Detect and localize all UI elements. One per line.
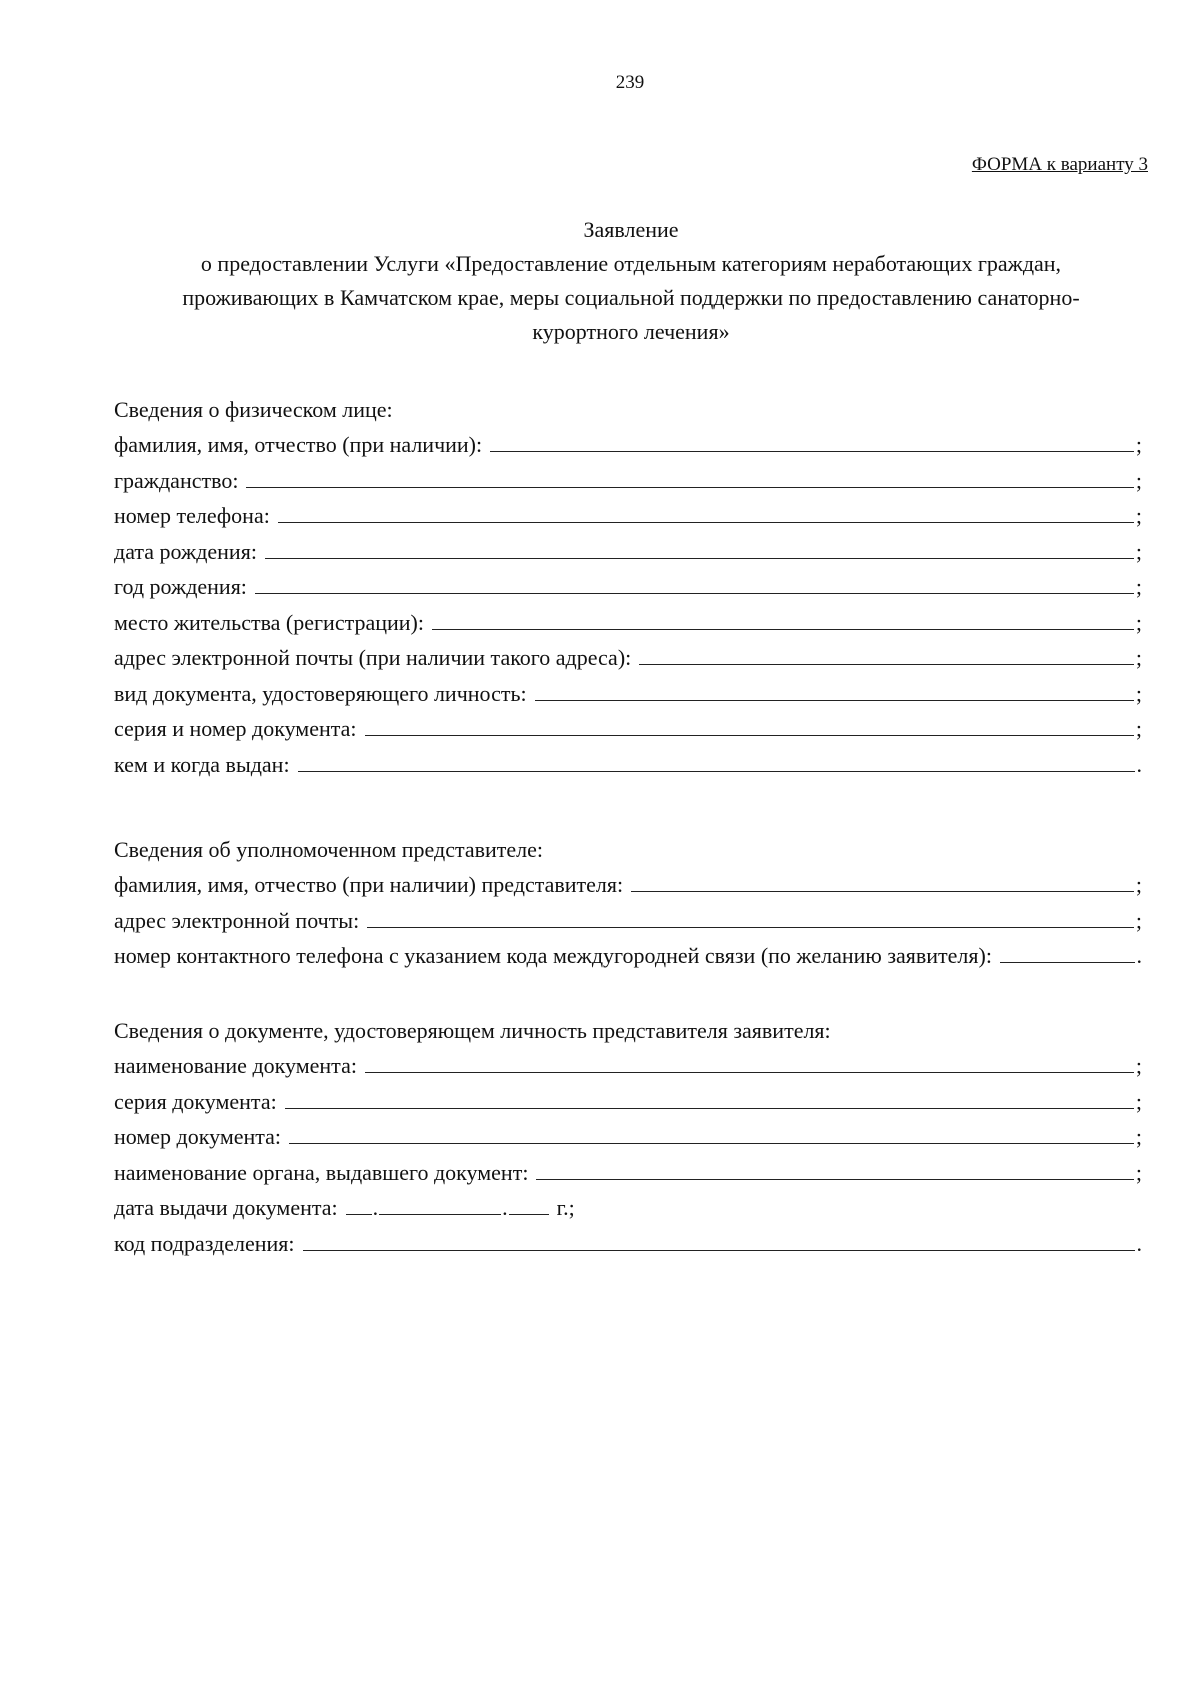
fill-in-line[interactable]	[303, 1228, 1135, 1251]
section-heading-individual: Сведения о физическом лице:	[114, 397, 393, 422]
fill-in-line[interactable]	[490, 429, 1134, 452]
field-punctuation: ;	[1135, 503, 1142, 528]
field-label: наименование органа, выдавшего документ:	[114, 1159, 529, 1185]
year-suffix: г.;	[556, 1195, 575, 1220]
field-label: кем и когда выдан:	[114, 751, 290, 777]
field-id-document-type	[114, 676, 1142, 712]
field-phone	[114, 498, 1142, 534]
field-punctuation: ;	[1135, 538, 1142, 564]
fill-in-line[interactable]	[298, 749, 1135, 772]
field-label: вид документа, удостоверяющего личность:	[114, 680, 527, 706]
field-document-number	[114, 1119, 1142, 1155]
field-label: номер телефона:	[114, 503, 270, 528]
field-label: год рождения:	[114, 574, 247, 599]
field-label: номер контактного телефона с указанием кода междугородней связи (по желанию заявителя):	[114, 943, 992, 968]
field-punctuation: ;	[1135, 1159, 1142, 1185]
day-fill-in-line[interactable]	[346, 1192, 372, 1215]
section-representative-document	[114, 1013, 1142, 1261]
title-line-1: о предоставлении Услуги «Предоставление отдельным категориям неработающих граждан,	[200, 251, 1062, 276]
field-birth-year	[114, 569, 1142, 605]
date-separator: .	[502, 1195, 508, 1220]
field-punctuation: ;	[1135, 645, 1142, 670]
field-residence	[114, 605, 1142, 641]
fill-in-line[interactable]	[246, 465, 1133, 488]
fill-in-line[interactable]	[289, 1121, 1134, 1144]
field-punctuation: ;	[1135, 907, 1142, 933]
field-punctuation: ;	[1135, 1124, 1142, 1149]
field-label: адрес электронной почты:	[114, 907, 360, 933]
fill-in-line[interactable]	[639, 642, 1134, 665]
fill-in-line[interactable]	[278, 500, 1134, 523]
field-issued-by	[114, 747, 1142, 783]
field-label: фамилия, имя, отчество (при наличии) представителя:	[114, 872, 624, 897]
fill-in-line[interactable]	[365, 1050, 1134, 1073]
field-punctuation: ;	[1135, 467, 1142, 493]
form-variant-label: ФОРМА к варианту 3	[971, 154, 1148, 175]
field-punctuation: ;	[1135, 680, 1142, 706]
field-representative-name	[114, 867, 1142, 903]
field-punctuation: .	[1136, 1230, 1142, 1256]
month-fill-in-line[interactable]	[379, 1192, 501, 1215]
field-punctuation: .	[1136, 943, 1142, 968]
fill-in-line[interactable]	[255, 571, 1134, 594]
field-punctuation: ;	[1135, 1053, 1142, 1078]
fill-in-line[interactable]	[285, 1086, 1134, 1109]
field-division-code	[114, 1226, 1142, 1262]
field-document-series-number	[114, 711, 1142, 747]
field-label: серия и номер документа:	[114, 716, 357, 741]
field-label: гражданство:	[114, 467, 239, 493]
section-representative	[114, 832, 1142, 974]
date-separator: .	[372, 1195, 379, 1220]
field-issue-date	[114, 1190, 1142, 1226]
field-punctuation: ;	[1135, 872, 1142, 897]
fill-in-line[interactable]	[631, 869, 1134, 892]
field-punctuation: ;	[1135, 432, 1142, 457]
fill-in-line[interactable]	[1000, 940, 1135, 963]
year-fill-in-line[interactable]	[509, 1192, 549, 1215]
section-heading-representative-document: Сведения о документе, удостоверяющем личность представителя заявителя:	[114, 1018, 831, 1043]
fill-in-line[interactable]	[536, 1157, 1133, 1180]
field-punctuation: ;	[1135, 1088, 1142, 1114]
field-document-name	[114, 1048, 1142, 1084]
field-label: место жительства (регистрации):	[114, 609, 424, 635]
title-heading: Заявление	[583, 217, 679, 242]
field-label: наименование документа:	[114, 1053, 357, 1078]
field-representative-email	[114, 903, 1142, 939]
field-label: серия документа:	[114, 1088, 277, 1114]
fill-in-line[interactable]	[535, 678, 1134, 701]
field-representative-phone	[114, 938, 1142, 974]
fill-in-line[interactable]	[367, 905, 1134, 928]
field-punctuation: ;	[1135, 716, 1142, 741]
field-label: номер документа:	[114, 1124, 282, 1149]
section-heading-representative: Сведения об уполномоченном представителе:	[114, 837, 544, 862]
field-issuing-authority	[114, 1155, 1142, 1191]
field-citizenship	[114, 463, 1142, 499]
field-label: дата выдачи документа:	[114, 1195, 338, 1220]
field-punctuation: ;	[1135, 574, 1142, 599]
fill-in-line[interactable]	[365, 713, 1134, 736]
fill-in-line[interactable]	[432, 607, 1134, 630]
document-title	[118, 213, 1144, 349]
field-punctuation: .	[1136, 751, 1142, 777]
field-document-series	[114, 1084, 1142, 1120]
section-individual	[114, 392, 1142, 782]
page-number: 239	[615, 72, 645, 93]
field-label: дата рождения:	[114, 538, 257, 564]
field-label: адрес электронной почты (при наличии такого адреса):	[114, 645, 632, 670]
field-birth-date	[114, 534, 1142, 570]
field-email	[114, 640, 1142, 676]
title-line-2: проживающих в Камчатском крае, меры социальной поддержки по предоставлению санаторно-	[182, 285, 1080, 310]
fill-in-line[interactable]	[265, 536, 1134, 559]
field-full-name	[114, 427, 1142, 463]
field-punctuation: ;	[1135, 609, 1142, 635]
title-line-3: курортного лечения»	[532, 319, 730, 344]
field-label: код подразделения:	[114, 1230, 295, 1256]
field-label: фамилия, имя, отчество (при наличии):	[114, 432, 483, 457]
